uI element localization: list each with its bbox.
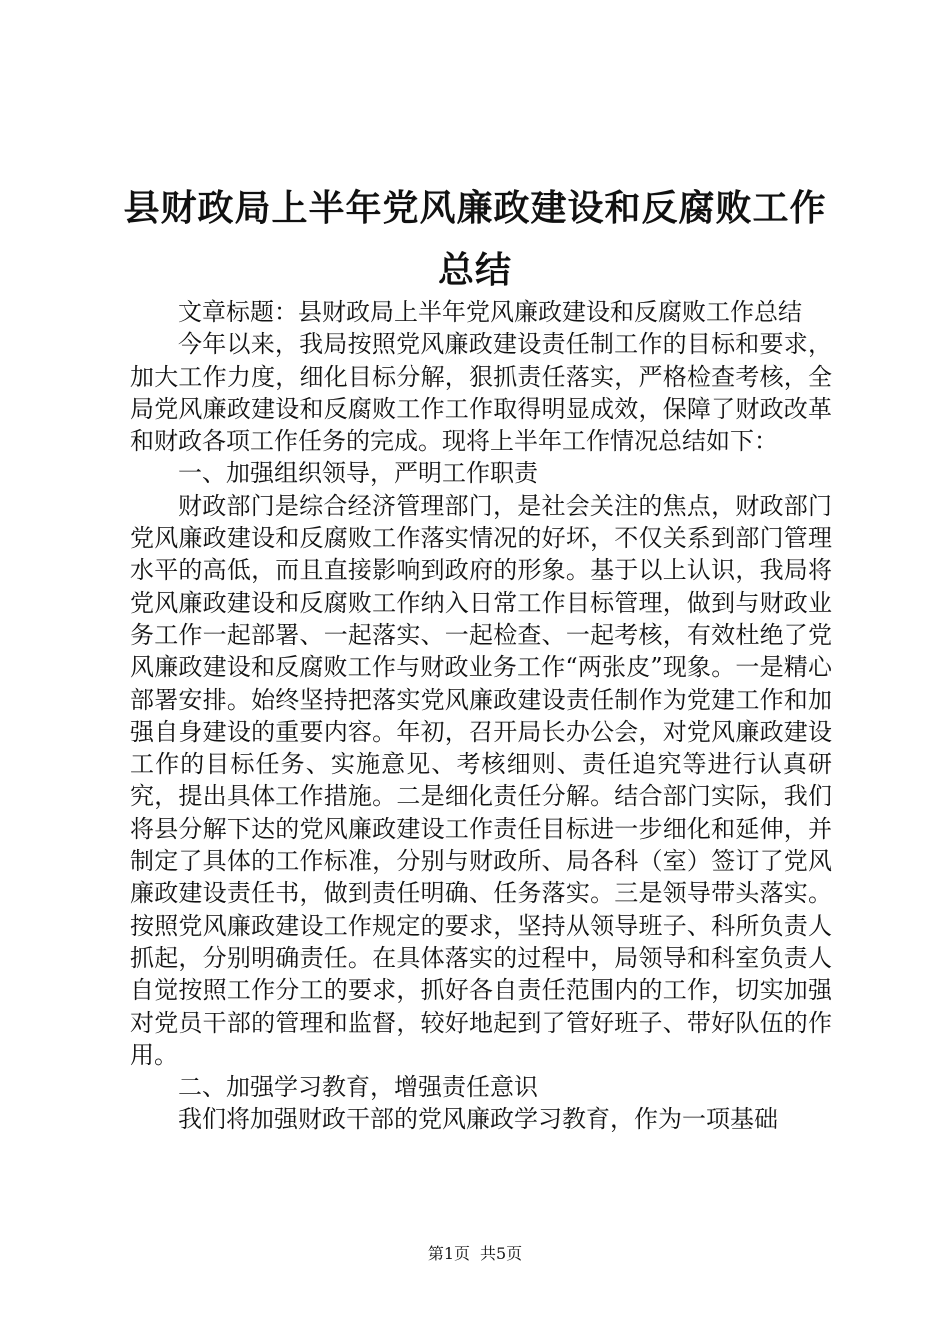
intro-paragraph: 今年以来，我局按照党风廉政建设责任制工作的目标和要求，加大工作力度，细化目标分解，狠抓责任落实，严格检查考核，全局党风廉政建设和反腐败工作工作取得明显成效，保障了财政改革和财政各项工作任务的完成。现将上半年工作情况总结如下：: [130, 330, 832, 456]
section-2-paragraph: 我们将加强财政干部的党风廉政学习教育，作为一项基础: [178, 1105, 778, 1134]
document-title: 县财政局上半年党风廉政建设和反腐败工作总结: [123, 188, 827, 291]
section-heading-1: 一、加强组织领导，严明工作职责: [178, 459, 538, 488]
article-title-line: 文章标题：县财政局上半年党风廉政建设和反腐败工作总结: [178, 298, 802, 326]
section-1-paragraph: 财政部门是综合经济管理部门，是社会关注的焦点，财政部门党风廉政建设和反腐败工作落实情况的好坏，不仅关系到部门管理水平的高低，而且直接影响到政府的形象。基于以上认识，我局将党风廉政建设和反腐败工作纳入日常工作目标管理，做到与财政业务工作一起部署、一起落实、一起检查、一起考核，有效杜绝了党风廉政建设和反腐败工作与财政业务工作“两张皮”现象。一是精心部署安排。始终坚持把落实党风廉政建设责任制作为党建工作和加强自身建设的重要内容。年初，召开局长办公会，对党风廉政建设工作的目标任务、实施意见、考核细则、责任追究等进行认真研究，提出具体工作措施。二是细化责任分解。结合部门实际，我们将县分解下达的党风廉政建设工作责任目标进一步细化和延伸，并制定了具体的工作标准，分别与财政所、局各科（室）签订了党风廉政建设责任书，做到责任明确、任务落实。三是领导带头落实。按照党风廉政建设工作规定的要求，坚持从领导班子、科所负责人抓起，分别明确责任。在具体落实的过程中，局领导和科室负责人自觉按照工作分工的要求，抓好各自责任范围内的工作，切实加强对党员干部的管理和监督，较好地起到了管好班子、带好队伍的作用。: [130, 491, 832, 1069]
section-heading-2: 二、加强学习教育，增强责任意识: [178, 1073, 538, 1102]
page-footer: [0, 1243, 950, 1265]
page-total: 共5页: [480, 1244, 523, 1263]
document-body: [130, 296, 832, 1136]
page-number: 第1页: [427, 1244, 470, 1263]
